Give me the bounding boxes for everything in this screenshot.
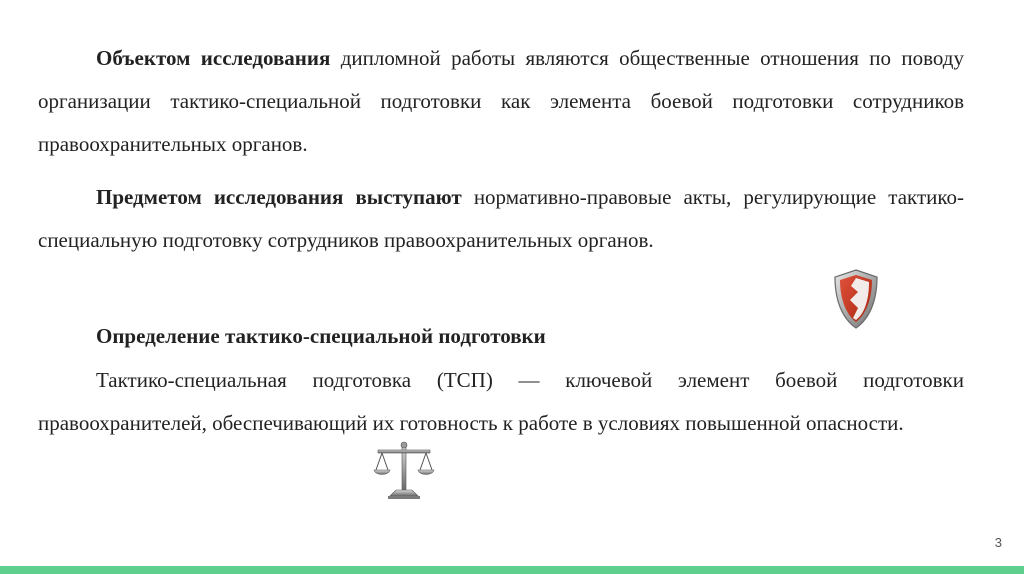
subject-text: нормативно-правовые акты, регулирующие тактико-специальную подготовку сотрудников правоохранительных органов.: [38, 185, 964, 252]
subject-paragraph: [38, 176, 964, 262]
object-label: Объектом исследования: [96, 46, 331, 70]
object-text: дипломной работы являются общественные отношения по поводу организации тактико-специальной подготовки как элемента боевой подготовки сотрудников правоохранительных органов.: [38, 46, 964, 156]
page-number: 3: [994, 535, 1002, 550]
subject-label: Предметом исследования выступают: [96, 185, 462, 209]
object-paragraph: [38, 37, 964, 166]
shield-icon: [832, 268, 880, 330]
definition-paragraph: [38, 359, 964, 445]
definition-text: Тактико-специальная подготовка (ТСП) — ключевой элемент боевой подготовки правоохранителей, обеспечивающий их готовность к работе в условиях повышенной опасности.: [38, 368, 964, 435]
definition-heading-paragraph: [38, 315, 964, 358]
accent-bar: [0, 566, 1024, 574]
scales-of-justice-icon: [372, 440, 436, 500]
definition-heading: Определение тактико-специальной подготовки: [96, 324, 546, 348]
